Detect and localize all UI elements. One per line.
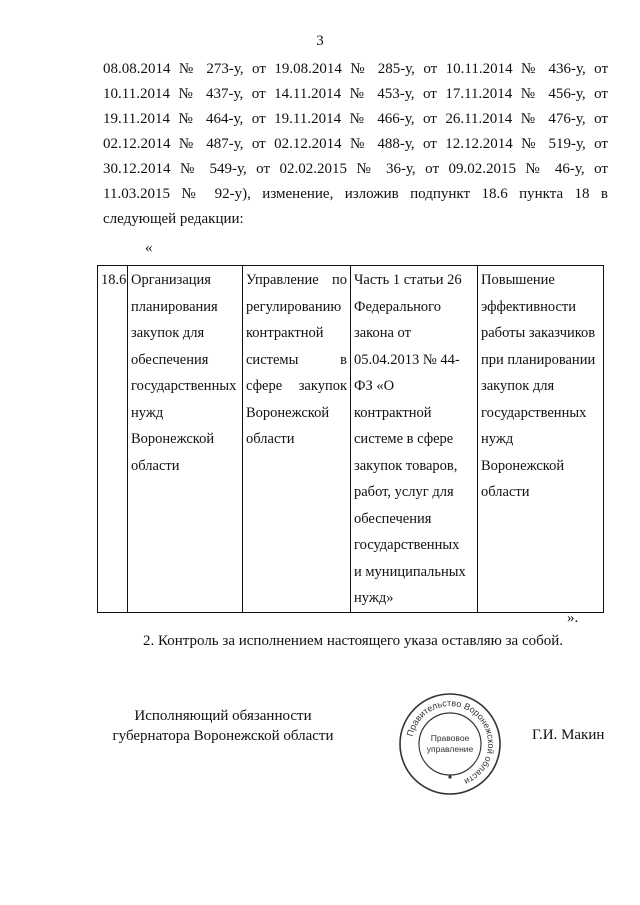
executor-line: Управление по: [246, 272, 347, 288]
result-cell: [478, 266, 604, 613]
opening-quote: «: [145, 240, 153, 256]
signatory-title-line-1: Исполняющий обязанности: [134, 708, 312, 724]
basis-text: Часть 1 статьи 26 Федерального закона от 05.04.2013 № 44- ФЗ «О контрактной системе в сфере закупок товаров, работ, услуг для обеспечения государственных и муниципальных нужд»: [354, 272, 466, 606]
executor-line: сфере закупок: [246, 378, 347, 394]
body-line: 10.11.2014 № 437-у, от 14.11.2014 № 453-у, от 17.11.2014 № 456-у, от: [103, 86, 608, 102]
executor-line: регулированию: [246, 298, 342, 315]
signatory-name: Г.И. Макин: [532, 727, 605, 743]
body-line: 02.12.2014 № 487-у, от 02.12.2014 № 488-у, от 12.12.2014 № 519-у, от: [103, 136, 608, 152]
result-text: Повышение эффективности работы заказчиков при планировании закупок для государственных нужд Воронежской области: [481, 272, 596, 500]
executor-line: системы в: [246, 351, 347, 368]
event-text: Организация планирования закупок для обеспечения государственных нужд Воронежской области: [131, 272, 237, 474]
body-paragraph: [103, 57, 608, 232]
event-cell: [128, 266, 243, 613]
body-line: следующей редакции:: [103, 211, 244, 227]
table-row: [98, 266, 604, 613]
body-line: 11.03.2015 № 92-у), изменение, изложив подпункт 18.6 пункта 18 в: [103, 186, 608, 202]
body-line: 30.12.2014 № 549-у, от 02.02.2015 № 36-у, от 09.02.2015 № 46-у, от: [103, 161, 608, 177]
item-number: 18.6: [101, 272, 127, 288]
paragraph-2: 2. Контроль за исполнением настоящего указа оставляю за собой.: [143, 633, 564, 649]
item-number-cell: [98, 266, 128, 613]
signatory-title: [98, 706, 348, 746]
executor-line: Воронежской: [246, 404, 330, 421]
seal-center-line-1: Правовое: [430, 733, 470, 743]
body-line: 08.08.2014 № 273-у, от 19.08.2014 № 285-у, от 10.11.2014 № 436-у, от: [103, 61, 608, 77]
seal-center-line-2: управление: [426, 744, 474, 754]
executor-line: области: [246, 431, 295, 447]
signatory-title-line-2: губернатора Воронежской области: [112, 728, 334, 744]
seal-dot: [448, 775, 451, 778]
body-line: 19.11.2014 № 464-у, от 19.11.2014 № 466-у, от 26.11.2014 № 476-у, от: [103, 111, 608, 127]
amendment-table: [97, 265, 604, 613]
executor-line: контрактной: [246, 325, 324, 341]
basis-cell: [351, 266, 478, 613]
executor-cell: [243, 266, 351, 613]
page-number: 3: [316, 33, 324, 49]
seal-ring-text: Правительство Воронежской области: [404, 697, 497, 787]
official-seal: [398, 692, 502, 796]
closing-quote: ».: [567, 610, 579, 626]
